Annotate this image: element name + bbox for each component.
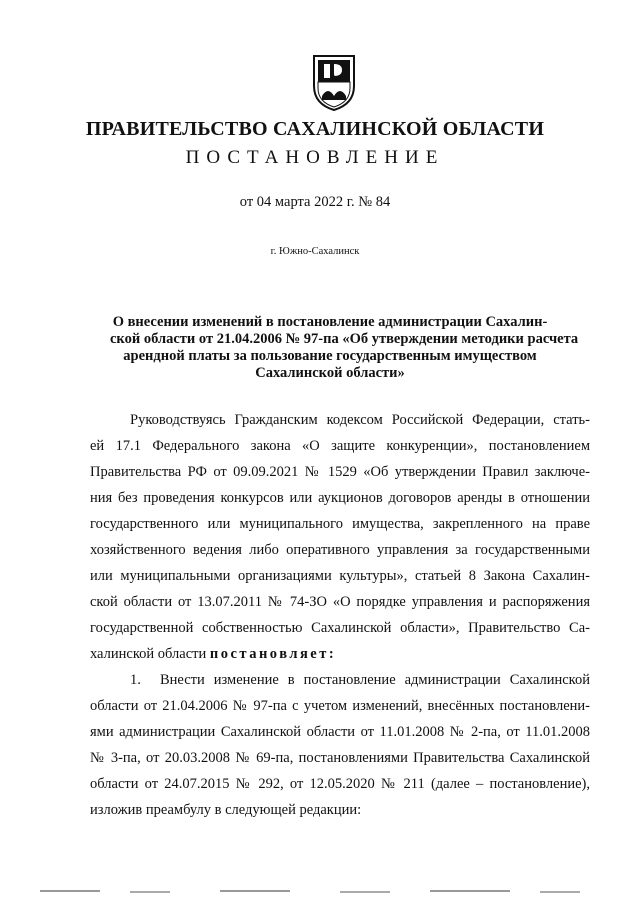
document-body — [90, 407, 590, 823]
preamble-line: государственного или муниципального имущества, закрепленного на праве — [90, 516, 590, 532]
preamble-line: хозяйственного ведения либо оперативного управления за государственными — [90, 542, 590, 558]
item-line: Внести изменение в постановление администрации Сахалинской — [160, 672, 590, 688]
document-date-number: от 04 марта 2022 г. № 84 — [239, 194, 391, 210]
coat-of-arms-emblem — [310, 52, 358, 112]
preamble-line: Руководствуясь Гражданским кодексом Российской Федерации, стать- — [130, 412, 590, 428]
preamble-line-start: халинской области — [90, 646, 210, 662]
item-line: изложив преамбулу в следующей редакции: — [90, 802, 362, 818]
subject-line: ской области от 21.04.2006 № 97-па «Об утверждении методики расчета — [110, 331, 579, 347]
document-type: ПОСТАНОВЛЕНИЕ — [185, 147, 445, 168]
subject-line: арендной платы за пользование государственным имуществом — [123, 348, 537, 364]
item-line: области от 21.04.2006 № 97-па с учетом изменений, внесённых постановлени- — [90, 698, 590, 714]
preamble-line: государственной собственностью Сахалинской области», Правительство Са- — [90, 620, 590, 636]
preamble-last-line — [90, 641, 590, 667]
preamble-line: ния без проведения конкурсов или аукционов договоров аренды в отношении — [90, 490, 590, 506]
item-line: ями администрации Сахалинской области от 11.01.2008 № 2-па, от 11.01.2008 — [90, 724, 590, 740]
preamble-line: или муниципальными организациями культуры», статьей 8 Закона Сахалин- — [90, 568, 590, 584]
resolves-word: постановляет: — [209, 646, 337, 662]
item-1-first-line — [90, 667, 590, 693]
item-line: № 3-па, от 20.03.2008 № 69-па, постановлениями Правительства Сахалинской — [90, 750, 590, 766]
document-city: г. Южно-Сахалинск — [270, 246, 360, 257]
preamble-line: ей 17.1 Федерального закона «О защите конкуренции», постановлением — [90, 438, 590, 454]
preamble-line: Правительства РФ от 09.09.2021 № 1529 «Об утверждении Правил заключе- — [90, 464, 590, 480]
document-subject — [110, 314, 579, 382]
item-line: области от 24.07.2015 № 292, от 12.05.2020 № 211 (далее – постановление), — [90, 776, 590, 792]
preamble-line: ской области от 13.07.2011 № 74-ЗО «О порядке управления и распоряжения — [90, 594, 590, 610]
scan-artifact-strip — [0, 880, 630, 904]
item-number: 1. — [130, 672, 141, 688]
sakhalin-coat-of-arms-icon — [310, 52, 358, 112]
subject-line: О внесении изменений в постановление администрации Сахалин- — [112, 314, 548, 330]
government-title: ПРАВИТЕЛЬСТВО САХАЛИНСКОЙ ОБЛАСТИ — [85, 118, 545, 140]
subject-line: Сахалинской области» — [255, 365, 405, 381]
